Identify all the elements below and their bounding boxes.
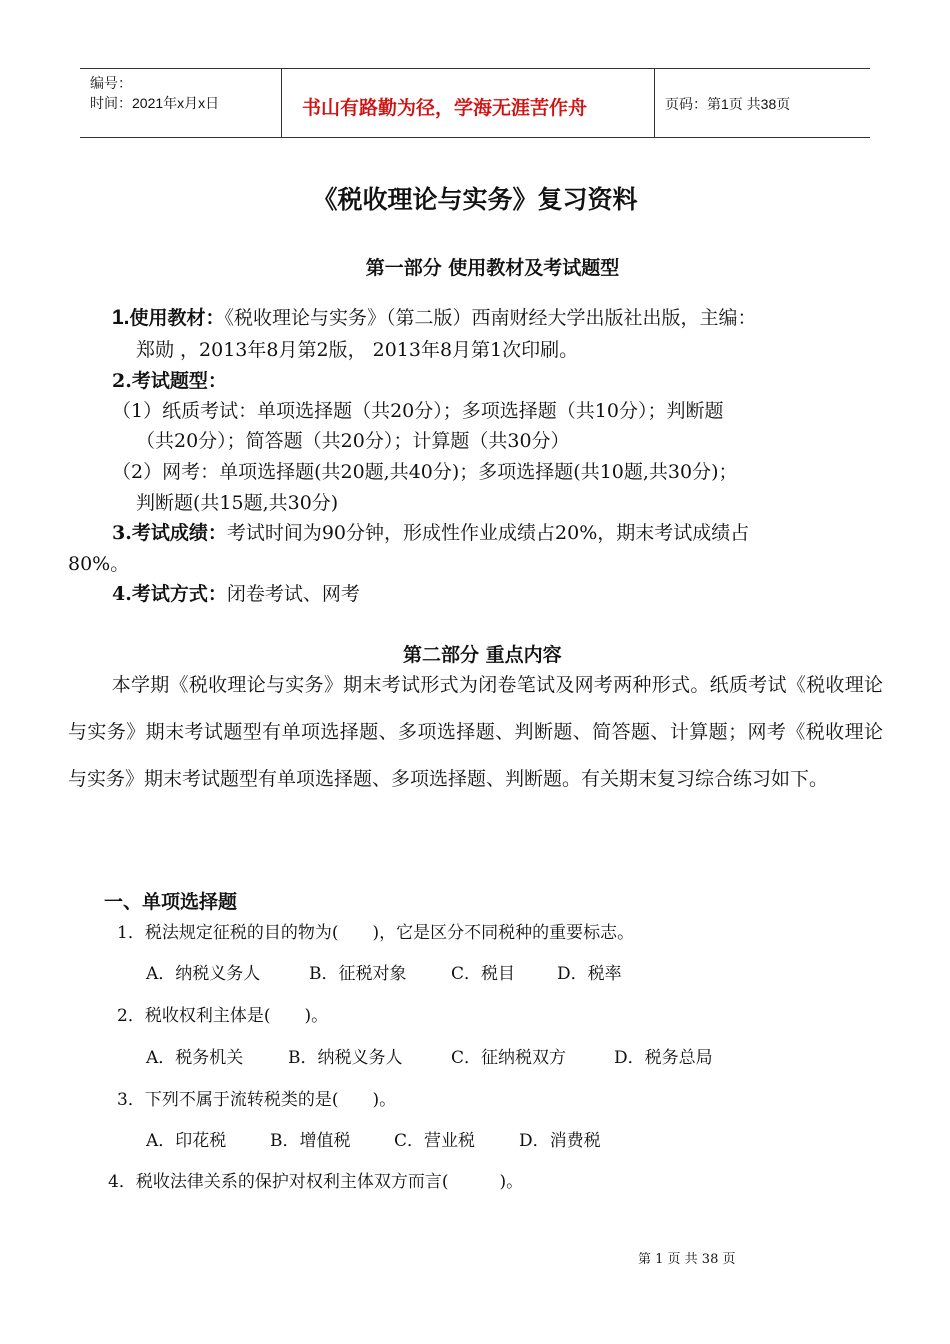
document-title: 《税收理论与实务》复习资料 (312, 185, 638, 214)
item3-label: 3.考试成绩： (112, 522, 227, 544)
item1-text: 《税收理论与实务》（第二版）西南财经大学出版社出版，主编： (224, 307, 757, 329)
question-3-option-c: C．营业税 (394, 1131, 476, 1151)
header-left-cell (90, 73, 219, 113)
item3-line (112, 518, 749, 545)
part2-paragraph: 本学期《税收理论与实务》期末考试形式为闭卷笔试及网考两种形式。纸质考试《税收理论与实务》期末考试题型有单项选择题、多项选择题、判断题、简答题、计算题；网考《税收理论与实务》期末考试题型有单项选择题、多项选择题、判断题。有关期末复习综合练习如下。 (68, 674, 883, 790)
section1-heading: 一、单项选择题 (104, 891, 238, 913)
page-footer: 第 1 页 共 38 页 (638, 1252, 736, 1267)
part2-heading: 第二部分 重点内容 (403, 644, 562, 666)
item2-line2: （共20分）；简答题（共20分）；计算题（共30分） (136, 430, 570, 452)
question-2-option-b: B．纳税义务人 (288, 1048, 403, 1068)
header-divider (654, 69, 655, 137)
item2-heading: 2.考试题型： (112, 370, 227, 392)
item4-line (112, 579, 360, 606)
question-1-option-d: D．税率 (557, 964, 622, 984)
question-4: 4．税收法律关系的保护对权利主体双方而言( )。 (108, 1172, 524, 1192)
item1-label: 使用教材： (129, 307, 225, 329)
item2-line1: （1）纸质考试：单项选择题（共20分）；多项选择题（共10分）；判断题 (112, 400, 724, 422)
item4-text: 闭卷考试、网考 (226, 583, 360, 605)
time-label: 时间：2021年x月x日 (90, 95, 220, 111)
part1-heading: 第一部分 使用教材及考试题型 (365, 257, 620, 279)
question-1-option-c: C．税目 (451, 964, 516, 984)
item1-number: 1. (112, 306, 130, 329)
item2-line3: （2）网考：单项选择题(共20题,共40分)；多项选择题(共10题,共30分)； (112, 461, 738, 483)
page-header (80, 68, 870, 138)
question-1-option-b: B．征税对象 (309, 964, 407, 984)
question-2: 2．税收权利主体是( )。 (117, 1006, 329, 1026)
question-2-option-c: C．征纳税双方 (451, 1048, 567, 1068)
item1-line (112, 303, 757, 330)
header-divider (281, 69, 282, 137)
item1-text-cont: 郑勋 ，2013年8月第2版， 2013年8月第1次印刷。 (136, 339, 579, 361)
question-3-option-a: A．印花税 (146, 1131, 227, 1151)
item3-text: 考试时间为90分钟，形成性作业成绩占20%，期末考试成绩占 (226, 522, 750, 544)
item4-label: 4.考试方式： (112, 583, 227, 605)
question-3: 3．下列不属于流转税类的是( )。 (117, 1090, 397, 1110)
question-2-option-a: A．税务机关 (146, 1048, 244, 1068)
question-3-option-d: D．消费税 (519, 1131, 601, 1151)
question-2-option-d: D．税务总局 (614, 1048, 713, 1068)
question-1: 1．税法规定征税的目的物为( )，它是区分不同税种的重要标志。 (117, 923, 635, 943)
question-3-option-b: B．增值税 (270, 1131, 351, 1151)
item2-line4: 判断题(共15题,共30分) (136, 492, 339, 514)
number-label: 编号： (90, 75, 132, 91)
question-1-option-a: A．纳税义务人 (146, 964, 261, 984)
header-motto: 书山有路勤为径，学海无涯苦作舟 (302, 97, 588, 119)
header-page-info: 页码：第1页 共38页 (665, 96, 791, 112)
item3-text-cont: 80%。 (68, 553, 130, 575)
